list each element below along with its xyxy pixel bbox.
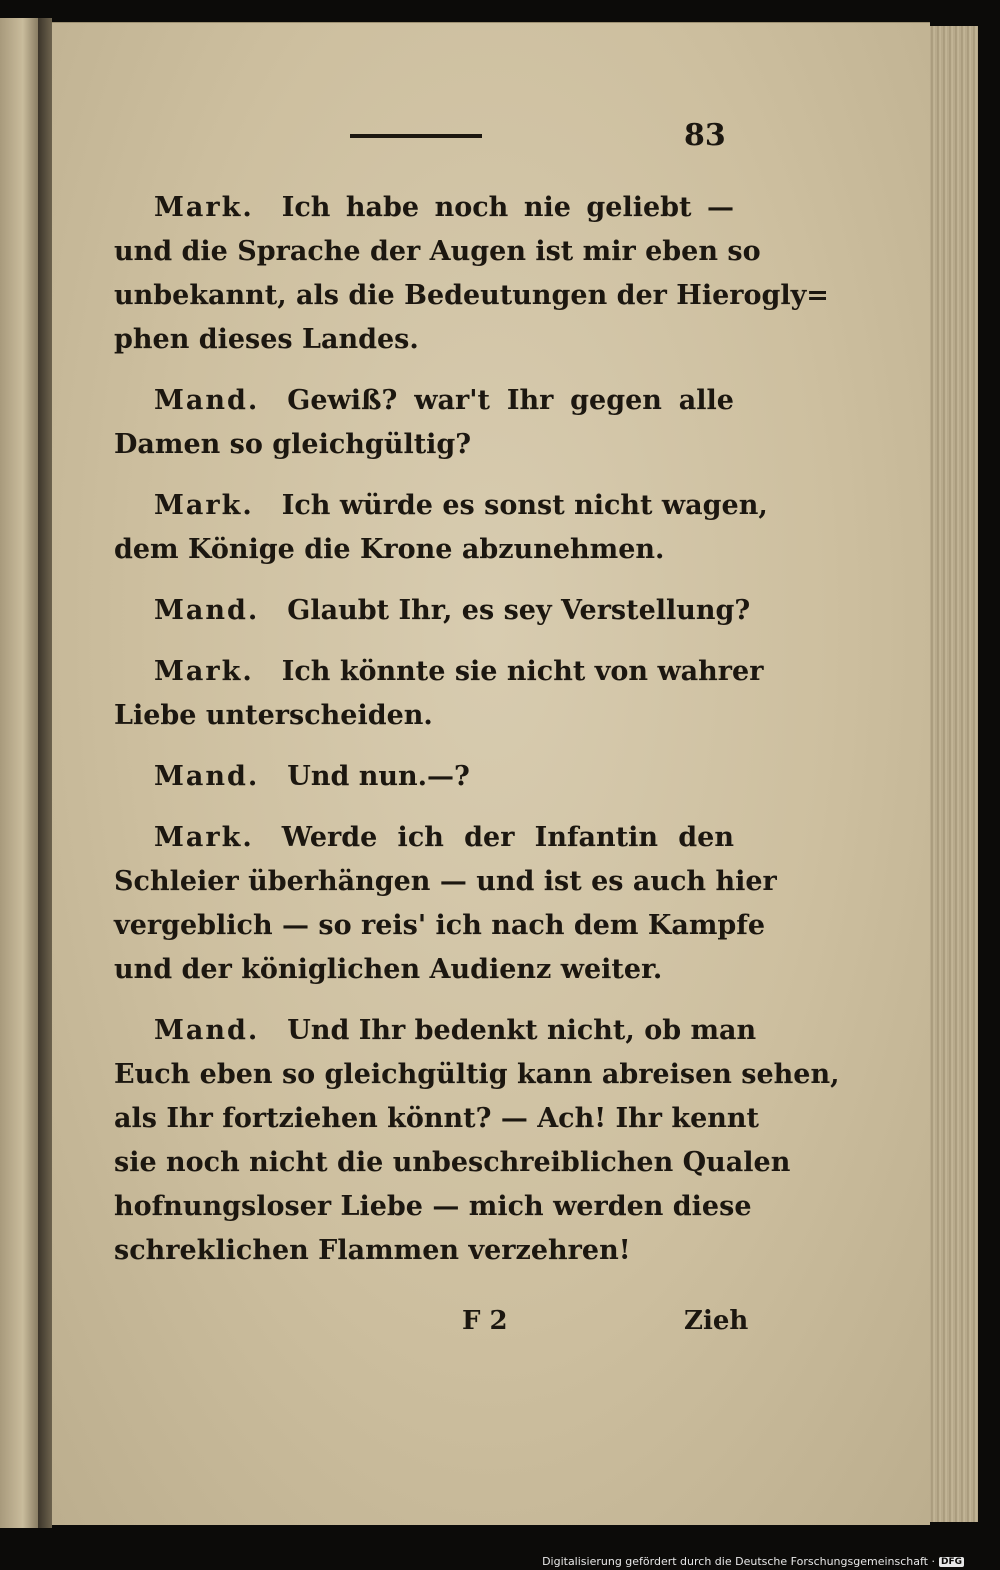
digitization-credit bbox=[542, 1555, 964, 1568]
text-line bbox=[114, 1229, 734, 1273]
text-line bbox=[114, 755, 734, 799]
speaker-name: Mark. bbox=[154, 656, 254, 687]
text-line bbox=[114, 423, 734, 467]
dialogue-paragraph bbox=[114, 816, 777, 992]
header-rule bbox=[350, 134, 482, 138]
text-line bbox=[114, 484, 768, 528]
speaker-name: Mark. bbox=[154, 822, 254, 853]
line-text: unbekannt, als die Bedeutungen der Hierogly= bbox=[114, 280, 829, 311]
line-text: und die Sprache der Augen ist mir eben so bbox=[114, 236, 761, 267]
speaker-name: Mark. bbox=[154, 192, 254, 223]
dialogue-paragraph bbox=[114, 186, 829, 362]
signature-mark: F 2 bbox=[462, 1306, 508, 1336]
line-text: Werde ich der Infantin den bbox=[281, 822, 734, 853]
dialogue-paragraph bbox=[114, 1009, 840, 1273]
line-text: Liebe unterscheiden. bbox=[114, 700, 433, 731]
dialogue-paragraph bbox=[114, 379, 734, 467]
text-line bbox=[114, 650, 764, 694]
page-number: 83 bbox=[684, 118, 726, 153]
line-text: dem Könige die Krone abzunehmen. bbox=[114, 534, 665, 565]
text-line bbox=[114, 528, 734, 572]
line-text: Glaubt Ihr, es sey Verstellung? bbox=[287, 595, 751, 626]
text-line bbox=[114, 589, 751, 633]
text-line bbox=[114, 694, 734, 738]
speaker-name: Mand. bbox=[154, 761, 260, 792]
text-line bbox=[114, 318, 734, 362]
text-line bbox=[114, 1053, 840, 1097]
text-line bbox=[114, 904, 766, 948]
dialogue-paragraph bbox=[114, 589, 751, 633]
line-text: Ich könnte sie nicht von wahrer bbox=[281, 656, 764, 687]
text-line bbox=[114, 816, 734, 860]
line-text: vergeblich — so reis' ich nach dem Kampfe bbox=[114, 910, 766, 941]
page-block-edge bbox=[930, 26, 978, 1522]
line-text: phen dieses Landes. bbox=[114, 324, 419, 355]
text-line bbox=[114, 1185, 752, 1229]
line-text: schreklichen Flammen verzehren! bbox=[114, 1235, 631, 1266]
text-line bbox=[114, 860, 777, 904]
dialogue-text bbox=[114, 186, 840, 1290]
text-line bbox=[114, 1097, 760, 1141]
line-text: Gewiß? war't Ihr gegen alle bbox=[287, 385, 734, 416]
text-line bbox=[114, 379, 734, 423]
text-line bbox=[114, 186, 734, 230]
text-line bbox=[114, 230, 761, 274]
line-text: hofnungsloser Liebe — mich werden diese bbox=[114, 1191, 752, 1222]
speaker-name: Mand. bbox=[154, 1015, 260, 1046]
speaker-name: Mand. bbox=[154, 385, 260, 416]
line-text: Damen so gleichgültig? bbox=[114, 429, 472, 460]
dialogue-paragraph bbox=[114, 650, 764, 738]
speaker-name: Mand. bbox=[154, 595, 260, 626]
speaker-name: Mark. bbox=[154, 490, 254, 521]
text-line bbox=[114, 948, 734, 992]
facing-page-edge bbox=[0, 18, 38, 1528]
line-text: Und Ihr bedenkt nicht, ob man bbox=[287, 1015, 757, 1046]
line-text: sie noch nicht die unbeschreiblichen Qualen bbox=[114, 1147, 791, 1178]
line-text: und der königlichen Audienz weiter. bbox=[114, 954, 663, 985]
line-text: als Ihr fortziehen könnt? — Ach! Ihr kennt bbox=[114, 1103, 760, 1134]
text-line bbox=[114, 1009, 757, 1053]
dialogue-paragraph bbox=[114, 484, 768, 572]
line-text: Ich würde es sonst nicht wagen, bbox=[281, 490, 768, 521]
credit-text: Digitalisierung gefördert durch die Deutsche Forschungsgemeinschaft · bbox=[542, 1555, 935, 1568]
line-text: Euch eben so gleichgültig kann abreisen sehen, bbox=[114, 1059, 840, 1090]
book-gutter bbox=[38, 18, 52, 1528]
dfg-logo: DFG bbox=[940, 1556, 962, 1567]
dialogue-paragraph bbox=[114, 755, 734, 799]
text-line bbox=[114, 274, 829, 318]
line-text: Und nun.—? bbox=[287, 761, 470, 792]
catchword: Zieh bbox=[684, 1306, 749, 1336]
text-line bbox=[114, 1141, 791, 1185]
line-text: Schleier überhängen — und ist es auch hier bbox=[114, 866, 777, 897]
line-text: Ich habe noch nie geliebt — bbox=[281, 192, 734, 223]
